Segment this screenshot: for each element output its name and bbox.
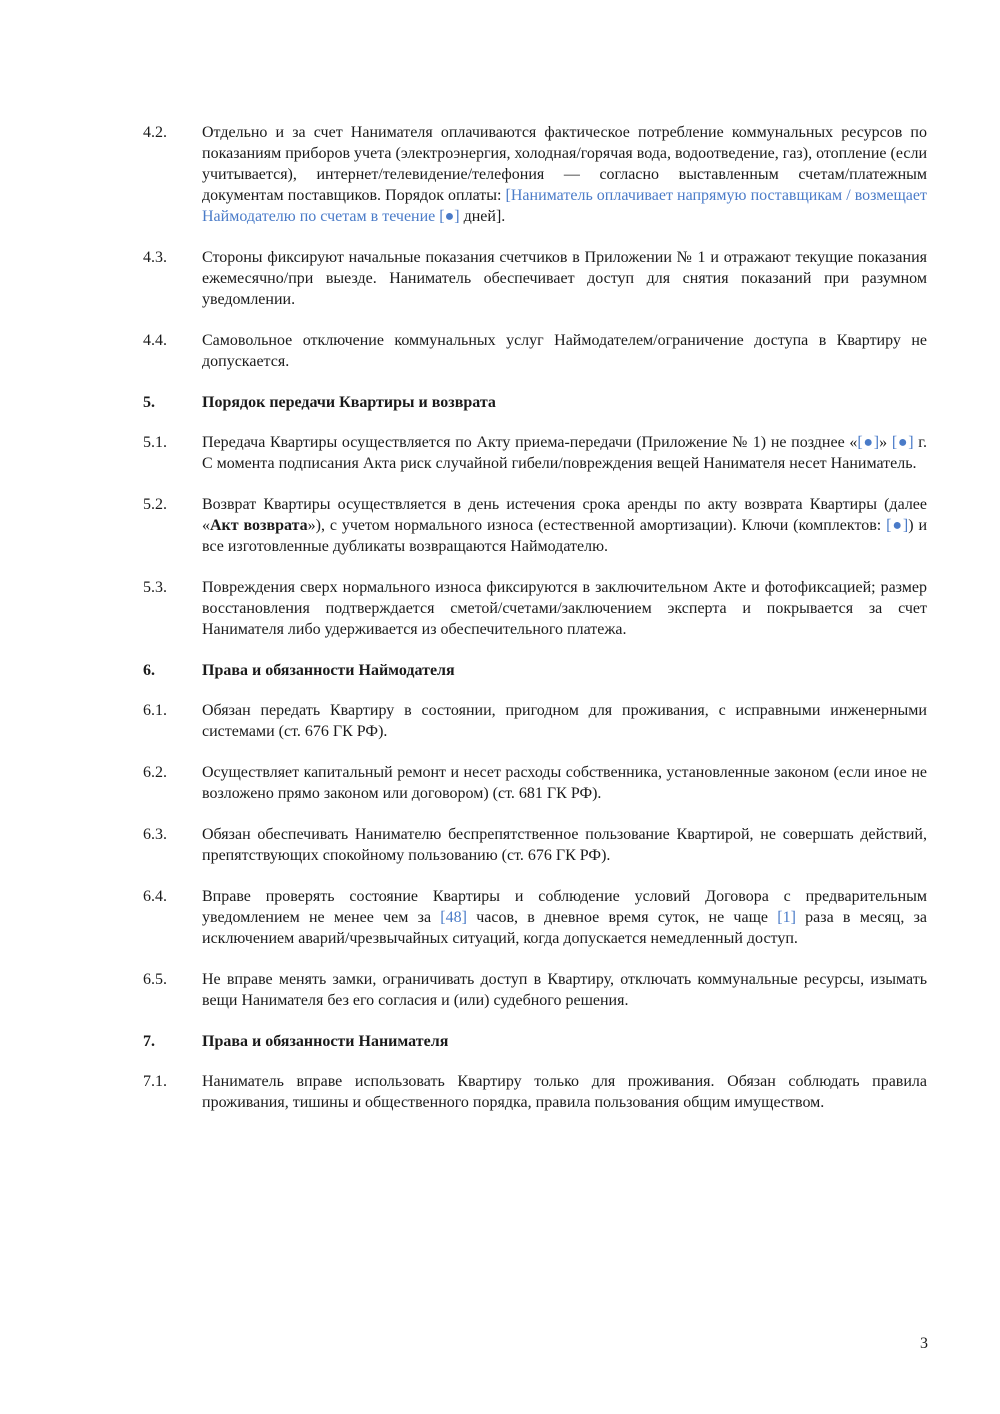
clause-text (202, 1071, 927, 1113)
section-title (202, 1031, 927, 1052)
text-run: Наниматель вправе использовать Квартиру только для проживания. Обязан соблюдать правила проживания, тишины и общественного порядка, правила пользования общим имуществом. (202, 1073, 927, 1111)
text-run: Повреждения сверх нормального износа фиксируются в заключительном Акте и фотофиксацией; размер восстановления подтверждается сметой/счетами/заключением эксперта и покрывается за счет Нанимателя либо удерживается из обеспечительного платежа. (202, 579, 927, 638)
section-number: 6. (143, 662, 155, 679)
clause (143, 247, 927, 310)
clause-text (202, 700, 927, 742)
clause (143, 824, 927, 866)
text-run: Стороны фиксируют начальные показания счетчиков в Приложении № 1 и отражают текущие показания ежемесячно/при выезде. Наниматель обеспечивает доступ для снятия показаний при разумном уведомлении. (202, 249, 927, 308)
placeholder-field: [1] (777, 909, 796, 926)
text-run: Права и обязанности Нанимателя (202, 1033, 449, 1050)
clause-number: 5.3. (143, 579, 167, 596)
page-number: 3 (920, 1335, 928, 1352)
clause-text (202, 762, 927, 804)
text-run: ) и все изготовленные дубликаты возвращаются Наймодателю. (202, 517, 928, 555)
placeholder-field: [●] (857, 434, 880, 451)
text-run: Права и обязанности Наймодателя (202, 662, 455, 679)
clause (143, 969, 927, 1011)
clause (143, 494, 927, 557)
clause-number: 5.1. (143, 434, 167, 451)
placeholder-field: [48] (440, 909, 467, 926)
text-run: Осуществляет капитальный ремонт и несет расходы собственника, установленные законом (если иное не возложено прямо законом или договором) (ст. 681 ГК РФ). (202, 764, 927, 802)
clause-number: 4.4. (143, 332, 167, 349)
text-run: Передача Квартиры осуществляется по Акту приема-передачи (Приложение № 1) не позднее « (202, 434, 858, 451)
placeholder-field: [Наниматель оплачивает напрямую поставщикам / возмещает Наймодателю по счетам в течение [●] (202, 187, 927, 225)
clause-number: 6.3. (143, 826, 167, 843)
clause (143, 1071, 927, 1113)
clause-number: 4.3. (143, 249, 167, 266)
clause-text (202, 577, 927, 640)
clause-text (202, 330, 927, 372)
text-run: часов, в дневное время суток, не чаще (466, 909, 778, 926)
clause (143, 432, 927, 474)
section-title (202, 660, 927, 681)
placeholder-field: [●] (886, 517, 909, 534)
clause-number: 6.1. (143, 702, 167, 719)
clause-number: 6.4. (143, 888, 167, 905)
clause-number: 6.5. (143, 971, 167, 988)
text-run: г. С момента подписания Акта риск случайной гибели/повреждения вещей Нанимателя несет Наниматель. (202, 434, 927, 472)
text-run: Вправе проверять состояние Квартиры и соблюдение условий Договора с предварительным уведомлением не менее чем за (202, 888, 927, 926)
text-run: Обязан передать Квартиру в состоянии, пригодном для проживания, с исправными инженерными системами (ст. 676 ГК РФ). (202, 702, 927, 740)
text-run: Отдельно и за счет Нанимателя оплачиваются фактическое потребление коммунальных ресурсов по показаниям приборов учета (электроэнергия, холодная/горячая вода, водоотведение, газ), отопление (если учитывается), интернет/телевидение/телефония — согласно выставленным счетам/платежным документам поставщиков. Порядок оплаты: (202, 124, 927, 204)
text-run: Возврат Квартиры осуществляется в день истечения срока аренды по акту возврата Квартиры (далее « (202, 496, 927, 534)
clause-number: 6.2. (143, 764, 167, 781)
clause-text (202, 969, 927, 1011)
clause-number: 5.2. (143, 496, 167, 513)
section-number: 7. (143, 1033, 155, 1050)
defined-term: Акт возврата (210, 517, 308, 534)
placeholder-field: [●] (891, 434, 914, 451)
clause (143, 577, 927, 640)
section-title (202, 392, 927, 413)
text-run: Не вправе менять замки, ограничивать доступ в Квартиру, отключать коммунальные ресурсы, изымать вещи Нанимателя без его согласия и (или) судебного решения. (202, 971, 927, 1009)
clause (143, 762, 927, 804)
text-run: дней]. (459, 208, 506, 225)
clause (143, 886, 927, 949)
clause (143, 700, 927, 742)
clause-text (202, 886, 927, 949)
clause-number: 4.2. (143, 124, 167, 141)
section-heading (143, 660, 927, 681)
text-run: Самовольное отключение коммунальных услуг Наймодателем/ограничение доступа в Квартиру не допускается. (202, 332, 927, 370)
clause-text (202, 824, 927, 866)
section-heading (143, 1031, 927, 1052)
clause-text (202, 247, 927, 310)
section-number: 5. (143, 394, 155, 411)
clause-number: 7.1. (143, 1073, 167, 1090)
clause (143, 330, 927, 372)
text-run: Обязан обеспечивать Нанимателю беспрепятственное пользование Квартирой, не совершать действий, препятствующих спокойному пользованию (ст. 676 ГК РФ). (202, 826, 927, 864)
clause-text (202, 432, 927, 474)
text-run: раза в месяц, за исключением аварий/чрезвычайных ситуаций, когда допускается немедленный доступ. (202, 909, 927, 947)
text-run: Порядок передачи Квартиры и возврата (202, 394, 496, 411)
clause-text (202, 494, 927, 557)
section-heading (143, 392, 927, 413)
text-run: » (879, 434, 892, 451)
clause-text (202, 122, 927, 227)
clause (143, 122, 927, 227)
page-content (143, 122, 927, 1133)
text-run: »), с учетом нормального износа (естественной амортизации). Ключи (комплектов: (307, 517, 887, 534)
